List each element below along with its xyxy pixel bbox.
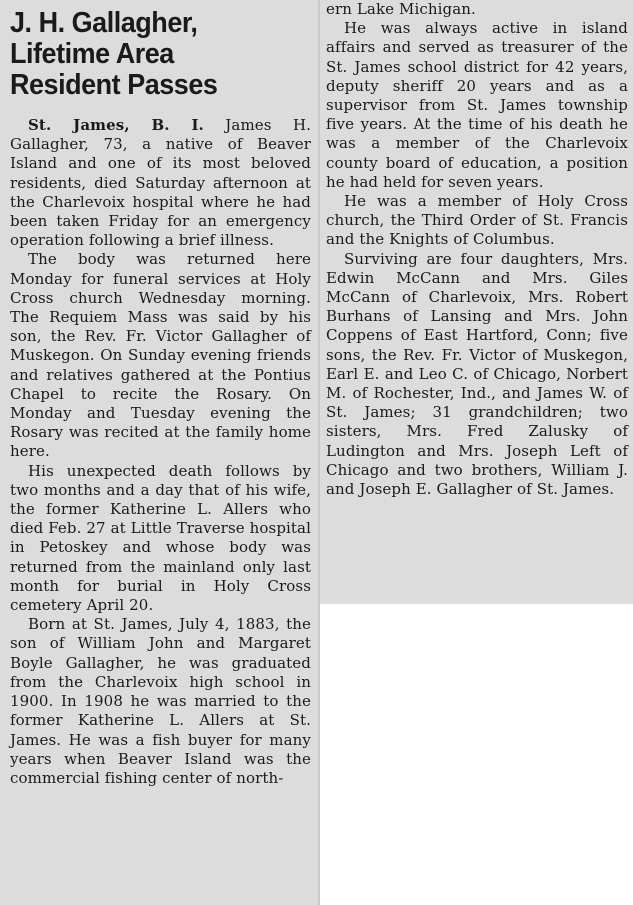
article-right-column [320,0,633,604]
headline-line-2: Lifetime Area [10,38,174,70]
paragraph-5: He was always active in island affairs and served as treasurer of the St. James school district for 42 years, deputy sheriff 20 years and as a supervisor from St. James township five years. At the time of his death he was a member of the Charlevoix county board of education, a position he had held for seven years. [326,19,628,191]
continuation-line: ern Lake Michigan. [326,0,476,18]
headline-line-1: J. H. Gallagher, [10,7,198,39]
paragraph-6: He was a member of Holy Cross church, the Third Order of St. Francis and the Knights of Columbus. [326,192,628,249]
dateline: St. James, B. I. [28,116,204,134]
paragraph-2: The body was returned here Monday for funeral services at Holy Cross church Wednesday morning. The Requiem Mass was said by his son, the Rev. Fr. Victor Gallagher of Muskegon. On Sunday evening friends and relatives gathered at the Pontius Chapel to recite the Rosary. On Monday and Tuesday evening the Rosary was recited at the family home here. [10,250,311,461]
paragraph-1-text: James H. Gallagher, 73, a native of Beaver Island and one of its most beloved residents, died Saturday afternoon at the Charlevoix hospital where he had been taken Friday for an emergency operation following a brief illness. [10,116,311,250]
paragraph-4: Born at St. James, July 4, 1883, the son of William John and Margaret Boyle Gallagher, he was graduated from the Charlevoix high school in 1900. In 1908 he was married to the former Katherine L. Allers at St. James. He was a fish buyer for many years when Beaver Island was the commercial fishing center of north- [10,615,311,787]
headline [10,8,290,101]
headline-line-3: Resident Passes [10,69,218,101]
paragraph-7: Surviving are four daughters, Mrs. Edwin McCann and Mrs. Giles McCann of Charlevoix, Mrs. Robert Burhans of Lansing and Mrs. John Coppens of East Hartford, Conn; five sons, the Rev. Fr. Victor of Muskegon, Earl E. and Leo C. of Chicago, Norbert M. of Rochester, Ind., and James W. of St. James; 31 grandchildren; two sisters, Mrs. Fred Zalusky of Ludington and Mrs. Joseph Left of Chicago and two brothers, William J. and Joseph E. Gallagher of St. James. [326,249,628,499]
paragraph-3: His unexpected death follows by two months and a day that of his wife, the former Katherine L. Allers who died Feb. 27 at Little Traverse hospital in Petoskey and whose body was returned from the mainland only last month for burial in Holy Cross cemetery April 20. [10,461,311,615]
paragraph-1 [10,116,311,250]
